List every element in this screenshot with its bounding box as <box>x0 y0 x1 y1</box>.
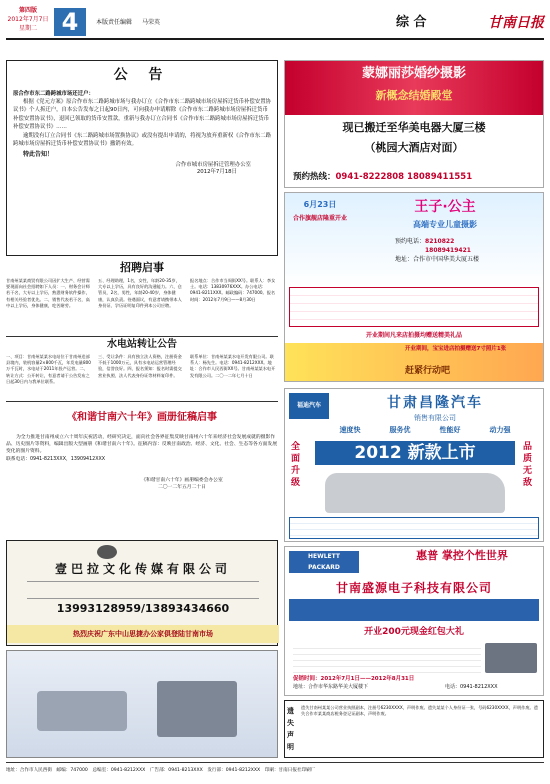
water-title: 水电站转让公告 <box>107 339 177 350</box>
kids-open: 合作旗舰店隆重开业 <box>292 215 347 222</box>
wedding-ad <box>284 60 544 188</box>
car-table <box>289 517 539 539</box>
hp-logo-top: HEWLETT <box>308 553 340 560</box>
kids-photo-gift: 开业期间，宝宝进店拍摄赠送7寸照片1张 <box>405 346 507 352</box>
footer-rule <box>6 762 544 763</box>
car-image <box>325 473 505 513</box>
culture-logo-icon <box>97 545 117 559</box>
essay-date: 二〇一二年五月二十日 <box>158 485 206 491</box>
wedding-phone-row <box>293 169 539 185</box>
missing-text: 遗失甘南州某某公司营业执照副本，注册号6230XXXX，声明作废。遗失某某个人身份证一张，号码6230XXXX，声明作废。遗失合作市某某商店税务登记证副本，声明作废。 <box>301 705 538 717</box>
culture-name: 壹巴拉文化传媒有限公司 <box>54 562 231 576</box>
hp-company: 甘南盛源电子科技有限公司 <box>335 581 492 595</box>
masthead: 甘南日报 <box>488 15 544 31</box>
kids-slogan: 高端专业儿童摄影 <box>413 220 477 229</box>
hp-addr: 地址：合作市华东路华美大厦楼下 <box>293 684 369 690</box>
recruit-col-3: 报名地点：合作市当周街XX号。联系人：李女士。电话：13830976XXX。办公电话：0941-8211XXX。邮政编码：747000。报名时间：2012年7月9日——8月30日 <box>190 278 276 302</box>
editor-line <box>96 18 256 28</box>
issue-weekday: 星期二 <box>18 25 37 32</box>
recruit-col-2: 五、经理助理，1名，女性，年龄20-35岁，大专以上学历，具有良好的沟通能力。六、仓管员，2名，男性，年龄20-40岁，身体健康，认真负责。待遇面议，有意者请携带本人身份证、学历证明复印件到本公司应聘。 <box>98 278 182 308</box>
divider-1 <box>6 336 278 337</box>
wedding-phone: 0941-8222808 18089411551 <box>335 172 473 182</box>
kids-promo: 开业期间凡来店拍摄均赠送精美礼品 <box>365 332 462 339</box>
wedding-title: 蒙娜丽莎婚纱摄影 <box>361 66 466 81</box>
culture-services <box>27 581 259 599</box>
essay-section <box>6 404 278 532</box>
car-tag-3: 性能好 <box>439 426 461 434</box>
car-side: 品质无敌 <box>523 442 533 488</box>
wedding-move-notice: 现已搬迁至华美电器大厦三楼 <box>342 121 486 134</box>
hp-date: 促销时间：2012年7月1日——2012年8月31日 <box>293 676 415 682</box>
edition-block <box>6 6 50 38</box>
wedding-subtitle: 新概念结婚殿堂 <box>375 89 453 102</box>
kids-price-table <box>289 287 539 327</box>
water-col-1: 一、项目：甘南州某某水电站位于甘南州迭部县境内，装机容量2×800千瓦，年发电量800万千瓦时，水电站于2011年投产运营。二、转让方式：公开转让，有意者请于公告发布之日起30日内与我单位联系。 <box>6 354 91 384</box>
kids-tel-block <box>395 237 535 271</box>
announcement-signer: 合作市城市房屋拆迁管理办公室 <box>175 162 251 169</box>
wedding-location: （桃园大酒店对面） <box>364 141 464 154</box>
kids-brand: 王子·公主 <box>414 199 476 215</box>
furniture-ad <box>6 650 278 758</box>
issue-date: 2012年7月7日 <box>7 16 49 23</box>
footer: 地址：合作市人民西街 邮编：747000 总编室：0941-8212XXX 广告部：0941-8213XXX 发行部：0941-8212XXX 印刷：甘南日报社印刷厂 <box>6 768 316 773</box>
hp-specs <box>293 643 481 673</box>
recruit-col-1: 甘南州某某商贸有限公司因扩大生产、经营需要现面向社会招聘如下人员：一、财务会计师若干名，大专以上学历，熟悉财务软件操作，有相关经验者优先。二、销售代表若干名，高中以上学历，身体健康，吃苦耐劳。 <box>6 278 90 308</box>
car-feature: 全面升级 <box>291 442 301 488</box>
water-section <box>6 338 278 398</box>
furniture-desk-shape <box>37 691 127 731</box>
car-tag-4: 动力强 <box>489 426 511 434</box>
kids-tel-2: 18089419421 <box>425 247 471 254</box>
essay-contact: 联系电话：0941-8213XXX，13909412XXX <box>6 456 106 462</box>
kids-date: 6月23日 <box>303 200 337 209</box>
culture-ad <box>6 540 278 646</box>
page-number-text: 4 <box>61 8 79 36</box>
page-number <box>54 8 86 36</box>
hp-slogan: 惠普 掌控个性世界 <box>416 549 508 562</box>
culture-banner: 热烈庆祝广东中山思捷办公家俱登陆甘南市场 <box>7 625 279 643</box>
recruit-title: 招聘启事 <box>120 261 164 274</box>
header <box>6 6 544 40</box>
hp-info-band <box>289 599 539 621</box>
essay-title: 《和谐甘南六十年》画册征稿启事 <box>67 412 217 423</box>
water-col-2: 三、受让条件：具有独立法人资格，注册资金不低于1000万元，具有水电站运营管理经验，信誉良好。四、报名须知：报名时需提交营业执照、法人代表身份证等材料复印件。 <box>98 354 182 378</box>
missing-notice <box>284 700 544 758</box>
wedding-phone-label: 预约热线： <box>293 172 336 182</box>
hp-phone: 电话：0941-8212XXX <box>445 684 498 690</box>
car-tags <box>325 425 525 437</box>
header-rule <box>6 38 544 40</box>
car-brand: 甘肃昌隆汽车 <box>387 395 483 411</box>
furniture-cabinet-shape <box>157 681 237 737</box>
editor-name: 马荣英 <box>141 19 160 26</box>
hp-logo-bot: PACKARD <box>308 564 340 571</box>
section-title: 综 合 <box>396 15 427 30</box>
kids-tel-label: 预约电话： <box>395 238 426 245</box>
car-headline: 2012 新款上市 <box>315 441 515 465</box>
car-sub: 销售有限公司 <box>414 414 456 422</box>
car-tag-2: 服务优 <box>389 426 411 434</box>
car-logo: 福迪汽车 <box>289 393 329 419</box>
announcement-date: 2012年7月18日 <box>196 169 237 176</box>
announcement-salutation: 原合作市东二路跨城市场还迁户： <box>13 91 94 97</box>
essay-body: 为全力推进甘南州成立六十周年庆祝活动，经研究决定，面向社会各界征集反映甘南州六十年来经济社会发展成就的摄影作品、历史图片等资料，编辑出版大型画册《和谐甘南六十年》。征稿内容：反映甘南政治、经济、文化、社会、生态等各方面发展变化的图片资料。 <box>6 435 278 455</box>
divider-2 <box>6 401 278 402</box>
recruit-section <box>6 260 278 328</box>
car-ad <box>284 388 544 542</box>
announcement-title: 公 告 <box>113 67 171 83</box>
culture-phone: 13993128959/13893434660 <box>56 602 230 615</box>
kids-addr: 地址：合作市中国华美大厦五楼 <box>395 256 480 263</box>
hp-promo: 开业200元现金红包大礼 <box>364 627 464 637</box>
kids-event: 赶紧行动吧 <box>405 366 451 376</box>
announcement-box <box>6 60 278 256</box>
kids-ad <box>284 192 544 382</box>
missing-label: 遗失声明 <box>287 707 294 751</box>
announcement-closing: 特此告知！ <box>23 151 54 159</box>
hp-ad <box>284 546 544 696</box>
kids-tel-1: 8210822 <box>425 238 455 245</box>
hp-logo <box>289 551 359 573</box>
car-tag-1: 速度快 <box>339 426 361 434</box>
edition-label: 第四版 <box>18 7 37 14</box>
hp-laptop-image <box>485 643 537 673</box>
announcement-body-2: 逾期没有订立合同书《东二路跨城市场置换协议》或没有提出申请的，将视为放弃重新权《合作市东二路跨城市场房屋拆迁货币补偿安置协议书》撤销有效。 <box>13 132 271 148</box>
announcement-body: 根据《党元方案》原合作市东二路跨城市场与我办订立《合作市东二路跨城市场房屋拆迁货币补偿安置协议书》个人拆迁户，自本公告发布之日起90日内，可向我办申请解除《合作市东二路跨城市场房屋拆迁货币补偿安置协议书》，退回已领取的货币安置款，重新与我办订立合同书《合作市东二路跨城市场房屋拆迁货币补偿安置协议书》…… <box>13 99 271 131</box>
essay-sign: 《和谐甘南六十年》画册编委会办公室 <box>141 477 223 483</box>
water-col-3: 联系单位：甘南州某某水电开发有限公司。联系人：杨先生。电话：0941-8212XXX。地址：合作市人民西街XX号。甘南州某某水电开发有限公司。二〇一二年七月十日 <box>190 354 276 378</box>
editor-label: 本版责任编辑 <box>96 19 133 26</box>
